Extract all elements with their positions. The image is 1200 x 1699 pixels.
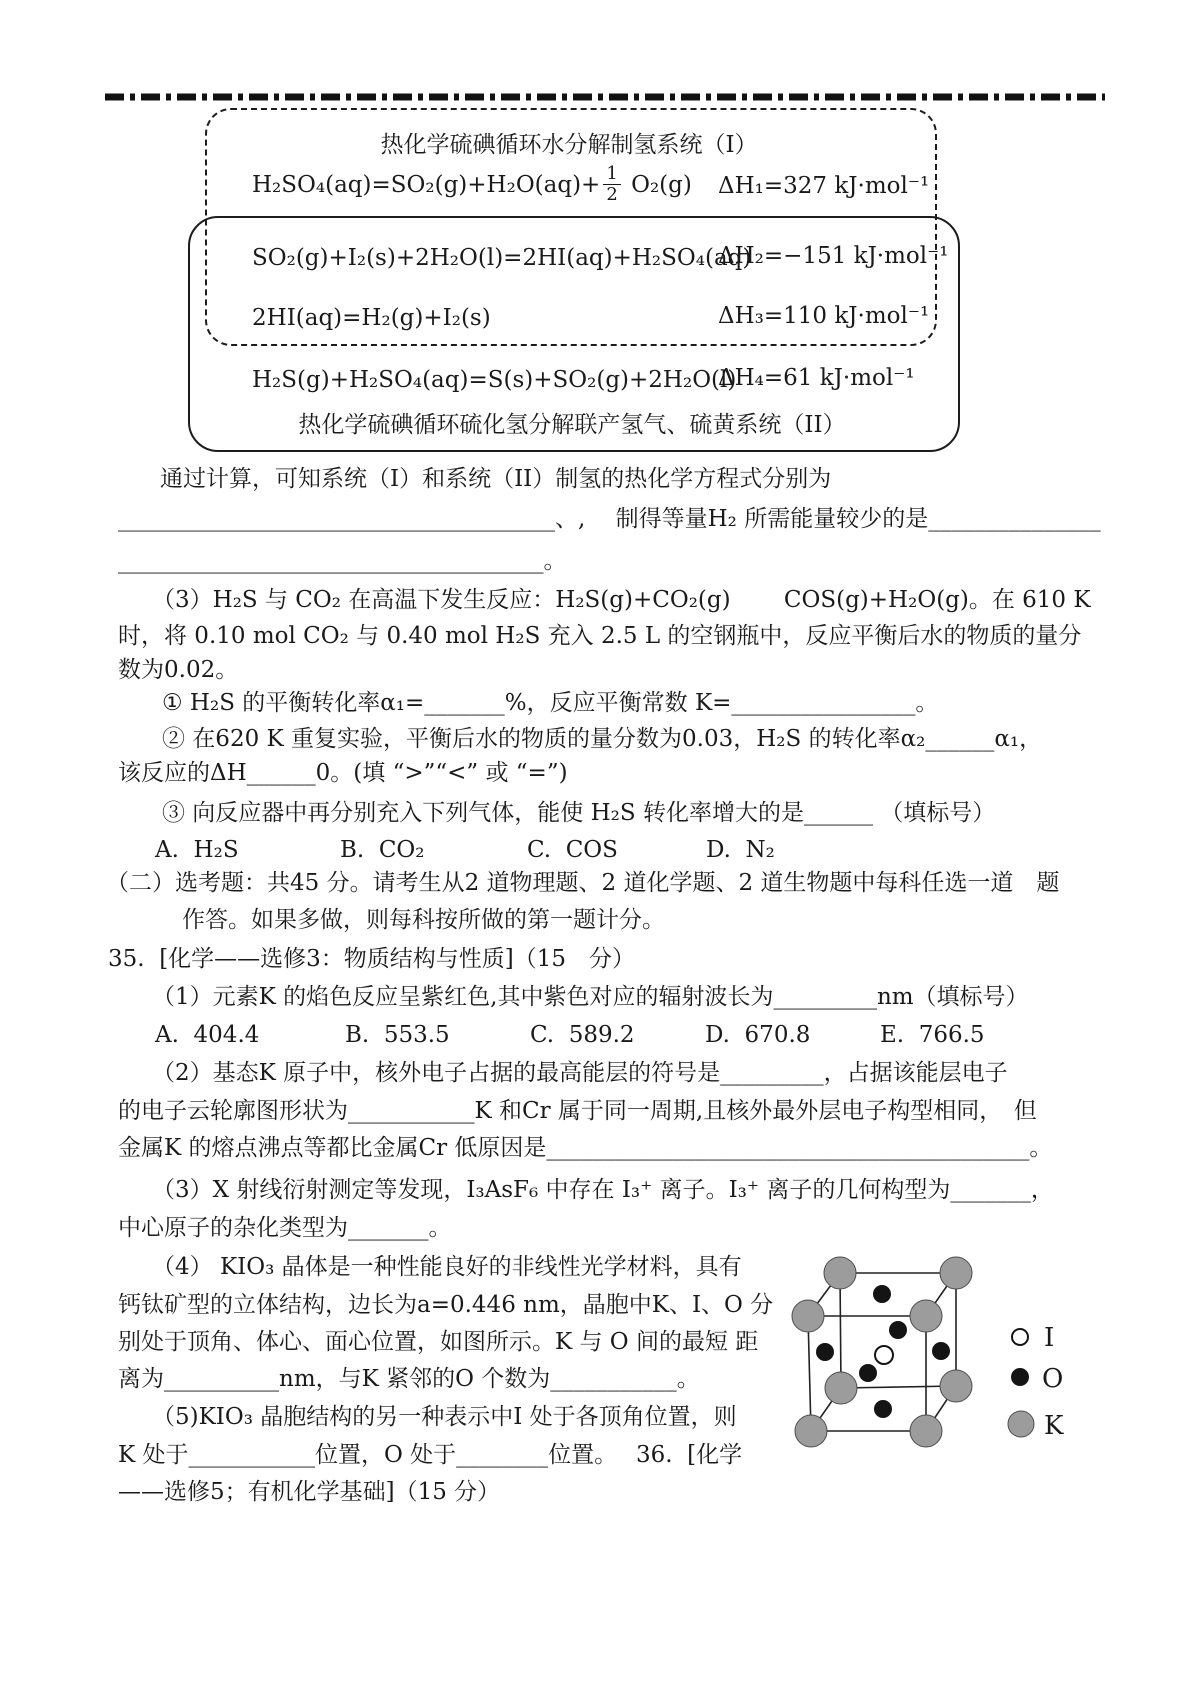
option-b-co2: B. CO₂ xyxy=(340,837,425,863)
o-atom-back-face xyxy=(889,1321,907,1339)
answer-blank-line-1: ______________________________________、, 制得等量H₂ 所需能量较少的是_______________ xyxy=(118,506,1101,532)
q3-intro-line-2: 时，将 0.10 mol CO₂ 与 0.40 mol H₂S 充入 2.5 L 的空钢瓶中，反应平衡后水的物质的量分 xyxy=(118,623,1082,649)
option-d-670: D. 670.8 xyxy=(705,1022,811,1048)
k-atom-corner xyxy=(910,1415,942,1447)
q35-4-line-4: 离为__________nm，与K 紧邻的O 个数为___________。 xyxy=(118,1366,700,1392)
q35-2-line-1: （2）基态K 原子中，核外电子占据的最高能层的符号是_________，占据该能层电子 xyxy=(152,1060,1008,1086)
equation-4: H₂S(g)+H₂SO₄(aq)=S(s)+SO₂(g)+2H₂O(l) xyxy=(252,367,737,393)
k-atom-corner xyxy=(792,1300,824,1332)
figure-legend xyxy=(1008,1323,1064,1441)
q35-heading: 35. [化学——选修3：物质结构与性质]（15 分） xyxy=(108,946,636,972)
oxygen-legend-label: O xyxy=(1042,1364,1064,1394)
iodine-legend-label: I xyxy=(1044,1323,1055,1353)
one-half-fraction: $\frac{1}{2}$ xyxy=(603,164,620,205)
system1-title: 热化学硫碘循环水分解制氢系统（I） xyxy=(380,132,758,158)
q35-5-line-2: K 处于___________位置，O 处于________位置。 36. [化学 xyxy=(118,1442,743,1468)
q35-5-line-3: ——选修5；有机化学基础]（15 分） xyxy=(118,1479,501,1505)
crystal-structure-figure xyxy=(748,1238,1108,1468)
top-fold-line xyxy=(105,90,1105,104)
option-c-589: C. 589.2 xyxy=(530,1022,635,1048)
k-atom-corner xyxy=(910,1300,942,1332)
k-atom-corner xyxy=(795,1415,827,1447)
potassium-legend-symbol xyxy=(1008,1411,1034,1437)
q3-intro-line-1: （3）H₂S 与 CO₂ 在高温下发生反应：H₂S(g)+CO₂(g) COS(g)+H₂O(g)。在 610 K xyxy=(152,587,1091,613)
section2-note-line-2: 作答。如果多做，则每科按所做的第一题计分。 xyxy=(182,907,665,933)
legend-item-potassium xyxy=(1008,1411,1064,1441)
q35-5-line-1: （5)KIO₃ 晶胞结构的另一种表示中I 处于各顶角位置，则 xyxy=(152,1404,737,1430)
delta-h1-value: ΔH₁=327 kJ·mol⁻¹ xyxy=(718,173,930,199)
k-atom-corner xyxy=(940,1370,972,1402)
equation-1-right: O₂(g) xyxy=(623,172,692,198)
delta-h4-value: ΔH₄=61 kJ·mol⁻¹ xyxy=(718,365,915,391)
equation-1 xyxy=(252,162,692,208)
o-atom-front-face xyxy=(859,1364,877,1382)
legend-item-iodine xyxy=(1012,1323,1054,1353)
q3-sub3-line: ③ 向反应器中再分别充入下列气体，能使 H₂S 转化率增大的是______ （填标号） xyxy=(162,800,996,826)
option-a-h2s: A. H₂S xyxy=(155,837,239,863)
o-atom-bottom-face xyxy=(874,1400,892,1418)
k-atom-corner xyxy=(940,1257,972,1289)
q35-4-line-2: 钙钛矿型的立体结构，边长为a=0.446 nm，晶胞中K、I、O 分 xyxy=(118,1292,774,1318)
equation-2: SO₂(g)+I₂(s)+2H₂O(l)=2HI(aq)+H₂SO₄(aq) xyxy=(252,245,752,271)
option-a-404: A. 404.4 xyxy=(155,1022,260,1048)
o-atom-top-face xyxy=(873,1285,891,1303)
answer-blank-line-2: _____________________________________。 xyxy=(118,548,567,574)
iodine-legend-symbol xyxy=(1012,1329,1028,1345)
q3-intro-line-3: 数为0.02。 xyxy=(118,657,239,683)
o-atom-right-face xyxy=(932,1342,950,1360)
q35-2-line-2: 的电子云轮廓图形状为___________K 和Cr 属于同一周期,且核外最外层电子构型相同， 但 xyxy=(118,1098,1037,1124)
q35-3-line-2: 中心原子的杂化类型为_______。 xyxy=(118,1215,452,1241)
q3-sub1-line: ① H₂S 的平衡转化率α₁=_______%，反应平衡常数 K=________________。 xyxy=(162,690,939,716)
option-e-766: E. 766.5 xyxy=(880,1022,985,1048)
equation-3: 2HI(aq)=H₂(g)+I₂(s) xyxy=(252,305,491,331)
calc-intro-line: 通过计算，可知系统（I）和系统（II）制氢的热化学方程式分别为 xyxy=(160,466,832,492)
q3-sub2-line-1: ② 在620 K 重复实验，平衡后水的物质的量分数为0.03，H₂S 的转化率α₂______α₁， xyxy=(162,726,1043,752)
delta-h3-value: ΔH₃=110 kJ·mol⁻¹ xyxy=(718,303,930,329)
option-c-cos: C. COS xyxy=(527,837,618,863)
o-atom-left-face xyxy=(816,1343,834,1361)
q35-1-line: （1）元素K 的焰色反应呈紫红色,其中紫色对应的辐射波长为_________nm（填标号） xyxy=(152,984,1029,1010)
option-b-553: B. 553.5 xyxy=(345,1022,450,1048)
k-atom-corner xyxy=(824,1257,856,1289)
q35-4-line-3: 别处于顶角、体心、面心位置，如图所示。K 与 O 间的最短 距 xyxy=(118,1329,759,1355)
potassium-legend-label: K xyxy=(1044,1411,1064,1441)
section2-note-line-1: （二）选考题：共45 分。请考生从2 道物理题、2 道化学题、2 道生物题中每科任选一道 题 xyxy=(106,870,1060,896)
q35-2-line-3: 金属K 的熔点沸点等都比金属Cr 低原因是__________________________________________。 xyxy=(118,1135,1053,1161)
delta-h2-value: ΔH₂=−151 kJ·mol⁻¹ xyxy=(718,243,949,269)
legend-item-oxygen xyxy=(1011,1364,1063,1394)
i-atom-body-center xyxy=(875,1346,893,1364)
k-atom-corner xyxy=(825,1372,857,1404)
oxygen-legend-symbol xyxy=(1011,1368,1029,1386)
equation-1-left: H₂SO₄(aq)=SO₂(g)+H₂O(aq)+ xyxy=(252,172,601,198)
q35-3-line-1: （3）X 射线衍射测定等发现，I₃AsF₆ 中存在 I₃⁺ 离子。I₃⁺ 离子的几何构型为_______， xyxy=(152,1177,1054,1203)
system2-title: 热化学硫碘循环硫化氢分解联产氢气、硫黄系统（II） xyxy=(298,412,846,438)
q35-4-line-1: （4） KIO₃ 晶体是一种性能良好的非线性光学材料，具有 xyxy=(152,1254,742,1280)
option-d-n2: D. N₂ xyxy=(706,837,775,863)
q3-sub2-line-2: 该反应的ΔH______0。(填 “>”“<” 或 “=”) xyxy=(118,760,568,786)
